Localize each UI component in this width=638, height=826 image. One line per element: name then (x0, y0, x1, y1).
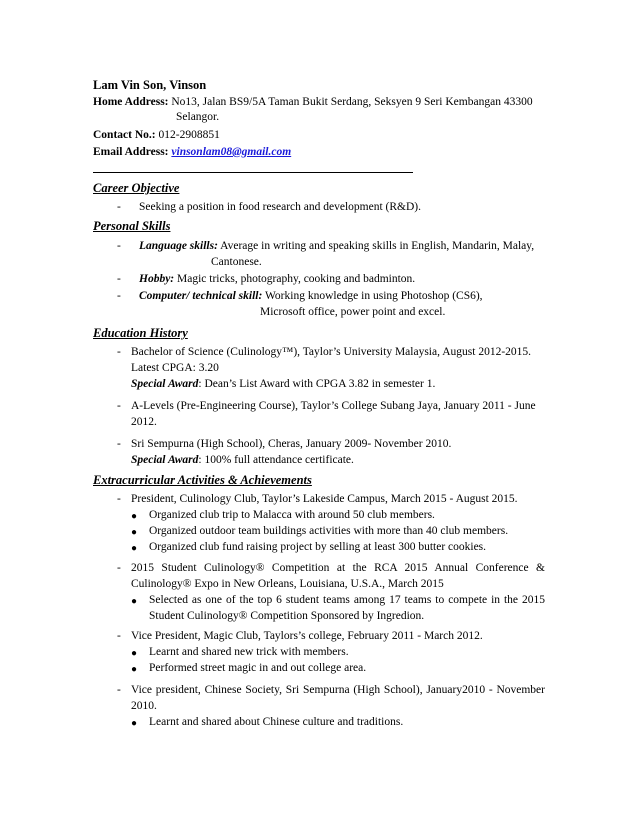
activity-bullet: Learnt and shared new trick with members. (149, 646, 349, 658)
latest-cgpa: Latest CPGA: 3.20 (131, 362, 219, 374)
dash-marker: - (117, 290, 121, 302)
computer-skill-text-2: Microsoft office, power point and excel. (260, 306, 446, 318)
degree-award (131, 378, 435, 390)
contact-number-value: 012-2908851 (158, 129, 220, 141)
skill-hobby (117, 273, 415, 285)
objective-text: Seeking a position in food research and development (R&D). (139, 201, 421, 213)
section-heading-education: Education History (93, 326, 188, 340)
language-skills-text: Average in writing and speaking skills in English, Mandarin, Malay, (220, 240, 535, 252)
bullet-icon: ● (131, 511, 138, 522)
email-label: Email Address: (93, 146, 169, 158)
bullet-icon: ● (131, 596, 138, 607)
activity-title: Vice President, Magic Club, Taylors’s college, February 2011 - March 2012. (131, 630, 483, 642)
section-heading-personal-skills: Personal Skills (93, 219, 171, 233)
home-address-value: No13, Jalan BS9/5A Taman Bukit Serdang, Seksyen 9 Seri Kembangan 43300 (171, 96, 533, 108)
computer-skill-text: Working knowledge in using Photoshop (CS6), (264, 290, 483, 302)
home-address-label: Home Address: (93, 96, 169, 108)
alevels-text: A-Levels (Pre-Engineering Course), Taylor’s College Subang Jaya, January 2011 - June (131, 400, 536, 412)
skill-computer (117, 290, 483, 302)
special-award-text: : Dean’s List Award with CPGA 3.82 in semester 1. (198, 378, 436, 390)
activity-title-2: 2010. (131, 700, 157, 712)
bullet-icon: ● (131, 527, 138, 538)
special-award-text: : 100% full attendance certificate. (198, 454, 354, 466)
activity-title: Vice president, Chinese Society, Sri Sempurna (High School), January2010 - November (131, 684, 545, 696)
activity-bullet: Organized club trip to Malacca with around 50 club members. (149, 509, 435, 521)
education-item-degree (117, 346, 531, 358)
activity-bullet-2: Student Culinology® Competition Sponsored by Ingredion. (149, 610, 425, 622)
dash-marker: - (117, 201, 121, 213)
skill-language (117, 240, 534, 252)
bullet-icon: ● (131, 543, 138, 554)
computer-skill-label: Computer/ technical skill: (139, 290, 263, 302)
dash-marker: - (117, 240, 121, 252)
section-heading-extracurricular: Extracurricular Activities & Achievements (93, 473, 312, 487)
activity-bullet: Performed street magic in and out college area. (149, 662, 367, 674)
activity-bullet: Selected as one of the top 6 student teams among 17 teams to compete in the 2015 (149, 594, 545, 606)
bullet-icon: ● (131, 718, 138, 729)
dash-marker: - (117, 630, 121, 642)
education-item-alevels (117, 400, 536, 412)
highschool-award (131, 454, 354, 466)
degree-text: Bachelor of Science (Culinology™), Taylor’s University Malaysia, August 2012-2015. (131, 346, 532, 358)
language-skills-label: Language skills: (139, 240, 218, 252)
home-address-line-2: Selangor. (176, 111, 220, 123)
dash-marker: - (117, 438, 121, 450)
education-item-highschool (117, 438, 451, 450)
objective-item (117, 201, 421, 213)
activity-culinology-club (117, 493, 518, 505)
activity-title-2: Culinology® Expo in New Orleans, Louisiana, U.S.A., March 2015 (131, 578, 444, 590)
email-link[interactable]: vinsonlam08@gmail.com (171, 146, 292, 158)
activity-title: President, Culinology Club, Taylor’s Lakeside Campus, March 2015 - August 2015. (131, 493, 518, 505)
header-divider (93, 172, 413, 173)
dash-marker: - (117, 346, 121, 358)
special-award-label: Special Award (131, 454, 199, 466)
alevels-text-2: 2012. (131, 416, 157, 428)
activity-bullet: Organized outdoor team buildings activities with more than 40 club members. (149, 525, 509, 537)
dash-marker: - (117, 400, 121, 412)
hobby-text: Magic tricks, photography, cooking and badminton. (177, 273, 416, 285)
activity-magic-club (117, 630, 483, 642)
hobby-label: Hobby: (139, 273, 175, 285)
dash-marker: - (117, 684, 121, 696)
dash-marker: - (117, 562, 121, 574)
email-line (93, 146, 291, 158)
home-address-line (93, 96, 533, 108)
dash-marker: - (117, 273, 121, 285)
activity-bullet: Organized club fund raising project by selling at least 300 butter cookies. (149, 541, 487, 553)
bullet-icon: ● (131, 648, 138, 659)
activity-title: 2015 Student Culinology® Competition at the RCA 2015 Annual Conference & (131, 562, 545, 574)
contact-number-label: Contact No.: (93, 129, 156, 141)
candidate-name: Lam Vin Son, Vinson (93, 78, 207, 92)
section-heading-career-objective: Career Objective (93, 181, 180, 195)
special-award-label: Special Award (131, 378, 199, 390)
activity-bullet: Learnt and shared about Chinese culture and traditions. (149, 716, 404, 728)
language-skills-text-2: Cantonese. (211, 256, 262, 268)
contact-number-line (93, 129, 220, 141)
highschool-text: Sri Sempurna (High School), Cheras, January 2009- November 2010. (131, 438, 452, 450)
bullet-icon: ● (131, 664, 138, 675)
dash-marker: - (117, 493, 121, 505)
